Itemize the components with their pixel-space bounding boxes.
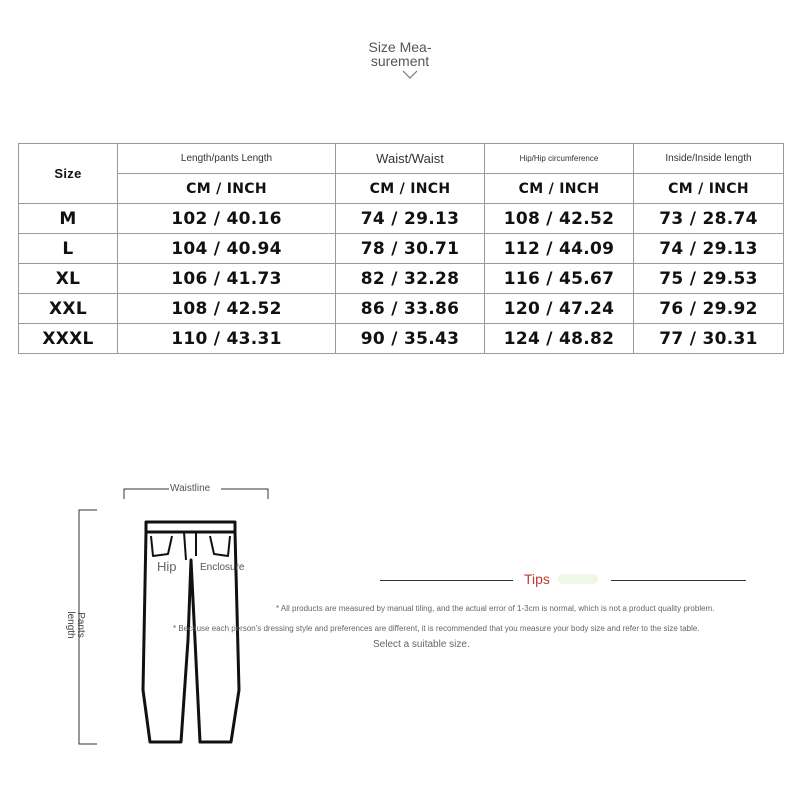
size-cell: XXL — [19, 294, 118, 324]
table-cell: 78 / 30.71 — [336, 234, 485, 264]
enclosure-label: Enclosure — [200, 562, 245, 573]
hip-label: Hip — [157, 559, 177, 574]
table-cell: 108 / 42.52 — [118, 294, 336, 324]
table-cell: 124 / 48.82 — [485, 324, 634, 354]
pants-length-label — [65, 600, 85, 650]
size-column-header: Size — [19, 144, 118, 204]
tips-divider-left — [380, 580, 513, 581]
pants-length-label-line-1: Pants — [75, 612, 86, 638]
table-cell: 120 / 47.24 — [485, 294, 634, 324]
table-cell: 86 / 33.86 — [336, 294, 485, 324]
table-row — [19, 264, 784, 294]
table-cell: 104 / 40.94 — [118, 234, 336, 264]
tips-note-1: * All products are measured by manual tiling, and the actual error of 1-3cm is normal, which is not a product quality problem. — [276, 604, 715, 613]
tips-decoration — [558, 574, 598, 584]
page-title — [340, 40, 460, 68]
table-unit-row — [19, 174, 784, 204]
column-header-inside-length: Inside/Inside length — [634, 144, 784, 174]
tips-note-3: Select a suitable size. — [373, 639, 470, 650]
size-cell: XL — [19, 264, 118, 294]
page-title-line-1: Size Mea- — [368, 39, 432, 55]
table-row — [19, 234, 784, 264]
unit-label: CM / INCH — [634, 174, 784, 204]
tips-title: Tips — [524, 571, 550, 587]
unit-label: CM / INCH — [336, 174, 485, 204]
table-cell: 82 / 32.28 — [336, 264, 485, 294]
column-header-waist: Waist/Waist — [336, 144, 485, 174]
unit-label: CM / INCH — [118, 174, 336, 204]
table-row — [19, 324, 784, 354]
table-cell: 116 / 45.67 — [485, 264, 634, 294]
size-cell: XXXL — [19, 324, 118, 354]
size-cell: M — [19, 204, 118, 234]
waistline-label: Waistline — [170, 483, 211, 494]
pants-length-label-line-2: length — [65, 611, 76, 639]
size-table — [18, 143, 784, 354]
table-cell: 74 / 29.13 — [634, 234, 784, 264]
table-cell: 74 / 29.13 — [336, 204, 485, 234]
table-cell: 75 / 29.53 — [634, 264, 784, 294]
size-cell: L — [19, 234, 118, 264]
table-row — [19, 294, 784, 324]
page-title-line-2: surement — [370, 53, 430, 69]
tips-note-2: * Because each person's dressing style and preferences are different, it is recommended that you measure your body size and refer to the size table. — [173, 624, 700, 633]
table-cell: 90 / 35.43 — [336, 324, 485, 354]
table-cell: 106 / 41.73 — [118, 264, 336, 294]
chevron-down-icon — [401, 70, 419, 80]
pants-diagram — [0, 470, 300, 760]
table-cell: 108 / 42.52 — [485, 204, 634, 234]
unit-label: CM / INCH — [485, 174, 634, 204]
table-cell: 110 / 43.31 — [118, 324, 336, 354]
table-row — [19, 204, 784, 234]
tips-divider-right — [611, 580, 746, 581]
table-cell: 102 / 40.16 — [118, 204, 336, 234]
column-header-length: Length/pants Length — [118, 144, 336, 174]
table-header-row — [19, 144, 784, 174]
table-cell: 73 / 28.74 — [634, 204, 784, 234]
table-cell: 76 / 29.92 — [634, 294, 784, 324]
table-cell: 112 / 44.09 — [485, 234, 634, 264]
table-cell: 77 / 30.31 — [634, 324, 784, 354]
column-header-hip: Hip/Hip circumference — [485, 144, 634, 174]
